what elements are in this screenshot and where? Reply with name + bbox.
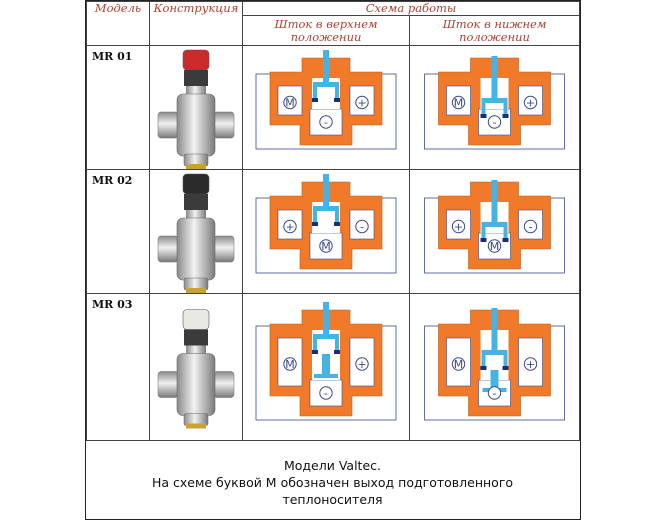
plus-symbol: + [285,220,295,234]
valve-plug-left [313,206,317,224]
valve-table [85,0,581,520]
valve-ring [186,210,206,218]
caption [86,439,579,519]
header-scheme: Схема работы [243,2,580,16]
valve-ring [186,346,206,354]
m-symbol: M [453,96,464,110]
valve-body [177,94,215,156]
seal-left [312,222,318,226]
valve-stem [323,174,329,206]
valve-port-left [158,372,178,398]
valve-port-right [214,372,234,398]
valve-ring [186,86,206,94]
plus-symbol: + [525,358,536,371]
model-label: MR 03 [87,294,150,441]
valve-neck [184,194,208,210]
valve-plug-right [335,82,339,100]
plus-symbol: + [525,96,536,110]
valve-photo [150,294,242,440]
valve-stem [492,56,498,98]
seal-right [334,98,340,102]
caption-line: Модели Valtec. [283,458,381,473]
valve-diagram-upper [243,46,409,169]
valve-port-right [214,112,234,138]
minus-symbol: - [492,116,497,129]
caption-line: На схеме буквой М обозначен выход подготовленного [151,475,514,490]
valve-neck [184,330,208,346]
valve-plug-left [482,350,486,368]
model-label: MR 02 [87,170,150,294]
minus-symbol: - [324,387,328,400]
valve-cap [183,50,209,70]
valve-plug-left [482,98,486,116]
table-row [87,46,580,170]
valve-diagram-lower [410,46,579,169]
upper-diagram-cell [243,294,410,441]
lower-diagram-cell [410,170,580,294]
valve-brass-fitting [186,164,206,169]
scheme-table [86,1,580,441]
header-upper: Шток в верхнем положении [243,16,410,46]
valve-plug-right [504,222,508,240]
table-row [87,294,580,441]
valve-stem [492,308,498,350]
valve-stem-extension [322,354,330,374]
valve-lower-disc [314,374,338,378]
plus-symbol: + [453,220,464,234]
valve-port-left [158,236,178,262]
valve-photo-cell [150,294,243,441]
valve-diagram-lower [410,170,579,293]
valve-photo [150,170,242,293]
seal-left [481,366,487,370]
seal-left [312,98,318,102]
valve-plug-left [313,82,317,100]
valve-body [177,354,215,416]
minus-symbol: - [492,387,497,400]
seal-right [334,222,340,226]
seal-right [503,114,509,118]
header-lower: Шток в нижнем положении [410,16,580,46]
plus-symbol: + [357,358,367,371]
valve-stem [323,50,329,82]
valve-stem-extension [491,370,499,388]
m-symbol: M [285,358,295,371]
upper-diagram-cell [243,46,410,170]
minus-symbol: - [324,116,328,129]
valve-diagram-upper [243,170,409,293]
valve-body [177,218,215,280]
m-symbol: M [321,240,331,253]
lower-diagram-cell [410,294,580,441]
m-symbol: M [489,240,500,253]
header-construction: Конструкция [150,2,243,46]
valve-plug-right [504,98,508,116]
m-symbol: M [285,96,295,110]
valve-neck [184,70,208,86]
valve-plug-right [335,334,339,352]
minus-symbol: - [528,220,533,234]
seal-left [312,350,318,354]
valve-diagram-lower [410,294,579,440]
plus-symbol: + [357,96,367,110]
seal-left [481,114,487,118]
seal-left [481,238,487,242]
upper-diagram-cell [243,170,410,294]
valve-plug-right [335,206,339,224]
valve-photo-cell [150,170,243,294]
valve-plug-left [313,334,317,352]
valve-cap [183,310,209,330]
valve-brass-fitting [186,288,206,293]
valve-stem [492,180,498,222]
table-row [87,170,580,294]
valve-cap [183,174,209,194]
seal-right [334,350,340,354]
valve-diagram-upper [243,294,409,440]
caption-line: теплоносителя [282,492,383,507]
valve-plug-left [482,222,486,240]
valve-stem [323,302,329,334]
lower-diagram-cell [410,46,580,170]
valve-port-left [158,112,178,138]
valve-photo-cell [150,46,243,170]
seal-right [503,366,509,370]
valve-plug-right [504,350,508,368]
valve-port-right [214,236,234,262]
m-symbol: M [453,358,464,371]
header-model: Модель [87,2,150,46]
seal-right [503,238,509,242]
minus-symbol: - [360,220,364,234]
valve-brass-fitting [186,424,206,429]
valve-photo [150,46,242,169]
model-label: MR 01 [87,46,150,170]
